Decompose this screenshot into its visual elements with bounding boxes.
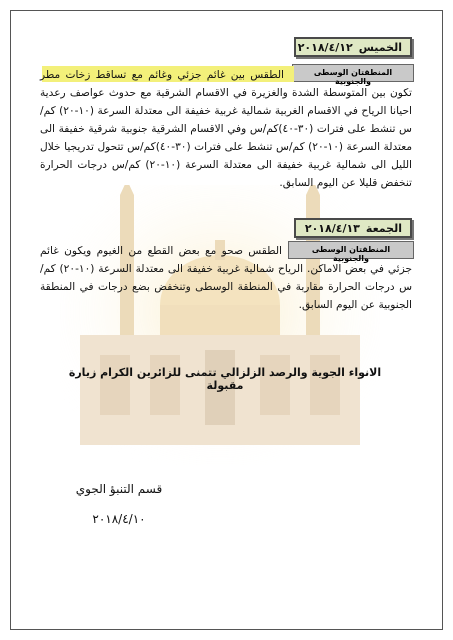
closing-motto: الانواء الجوية والرصد الزلزالي تتمنى للزائرين الكرام زيارة مقبولة: [68, 366, 382, 392]
day2-day-label: الجمعة: [365, 221, 402, 235]
day2-date-box: [294, 218, 412, 238]
day2-date: ٢٠١٨/٤/١٣: [304, 221, 360, 235]
day2-region-label: المنطقتان الوسطى والجنوبية: [288, 241, 414, 259]
day2-forecast-text: الطقس صحو مع بعض القطع من الغيوم ويكون غائم جزئي في بعض الاماكن. الرياح شمالية غربية خفيفة الى معتدلة السرعة (١٠-٢٠) كم/ س درجات الحرارة مقاربة في المنطقة الوسطى وتنخفض بضع درجات في المنطقة الجنوبية عن اليوم السابق.: [40, 245, 413, 311]
department-signature: قسم التنبؤ الجوي: [75, 482, 163, 496]
day1-forecast-text: الطقس بين غائم جزئي وغائم مع تساقط زخات مطر تكون بين المتوسطة الشدة والغزيرة في الاقسام الشرقية مع حدوث عواصف رعدية احيانا الرياح في الاقسام الغربية شمالية غربية خفيفة الى معتدلة السرعة (١٠-٢٠) كم/س تنشط على فترات (٣٠-٤٠)كم/س وفي الاقسام الشرقية جنوبية شرقية خفيفة الى معتدلة السرعة (١٠-٢٠) كم/س تنشط على فترات (٣٠-٤٠)كم/س تتحول تدريجيا خلال الليل الى شمالية غربية خفيفة الى معتدلة السرعة (١٠-٢٠) كم/س درجات الحرارة تنخفض قليلا عن اليوم السابق.: [40, 69, 412, 189]
day1-date: ٢٠١٨/٤/١٢: [297, 40, 353, 54]
day1-date-box: [294, 37, 412, 57]
day1-day-label: الخميس: [358, 40, 402, 54]
day1-region-label: المنطقتان الوسطى والجنوبية: [292, 64, 414, 82]
signature-date: ٢٠١٨/٤/١٠: [92, 512, 146, 526]
